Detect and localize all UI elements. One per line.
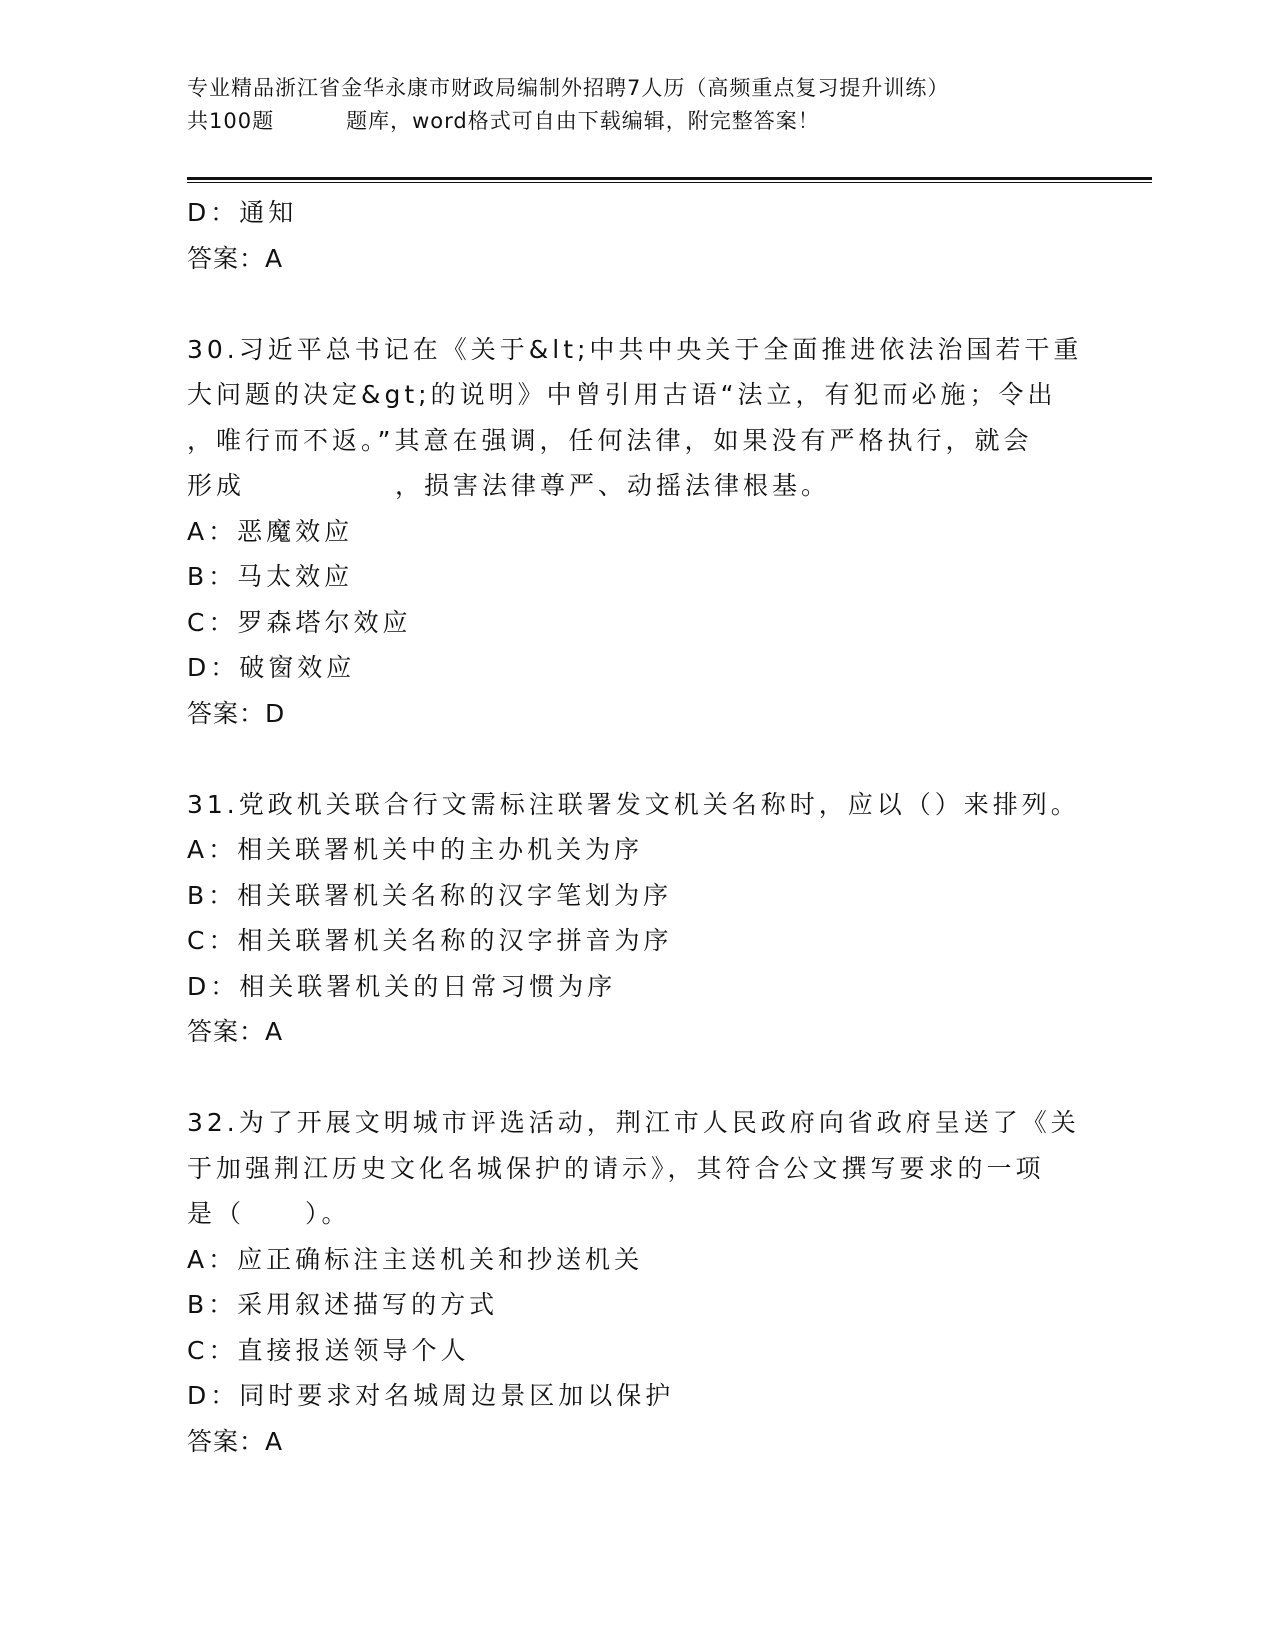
q31-stem: 31.党政机关联合行文需标注联署发文机关名称时，应以（）来排列。 bbox=[187, 789, 1080, 819]
question-31 bbox=[187, 782, 1087, 1055]
question-count: 共100题 bbox=[187, 109, 275, 133]
q30-stem-line-4-left: 形成 bbox=[187, 471, 246, 500]
q30-stem-line-3: ，唯行而不返。”其意在强调，任何法律，如果没有严格执行，就会 bbox=[187, 425, 1033, 455]
q32-stem-line-1: 32.为了开展文明城市评选活动，荆江市人民政府向省政府呈送了《关 bbox=[187, 1108, 1080, 1137]
q32-stem-line-3-left: 是（ bbox=[187, 1199, 246, 1228]
q32-stem-line-2: 于加强荆江历史文化名城保护的请示》，其符合公文撰写要求的一项 bbox=[187, 1153, 1045, 1183]
q30-answer: 答案：D bbox=[187, 698, 286, 728]
q32-option-c: C：直接报送领导个人 bbox=[187, 1335, 470, 1365]
q31-option-d: D：相关联署机关的日常习惯为序 bbox=[187, 971, 617, 1001]
header-title-line: 专业精品浙江省金华永康市财政局编制外招聘7人历（高频重点复习提升训练） bbox=[187, 76, 950, 100]
question-30 bbox=[187, 327, 1087, 737]
header-divider-thick bbox=[187, 177, 1152, 180]
prev-option-d: D：通知 bbox=[187, 198, 298, 227]
q30-stem-line-4 bbox=[187, 463, 1087, 509]
q32-answer: 答案：A bbox=[187, 1426, 284, 1456]
page-header bbox=[187, 72, 1087, 138]
q30-stem-line-1: 30.习近平总书记在《关于&lt;中共中央关于全面推进依法治国若干重 bbox=[187, 334, 1083, 364]
q32-option-d: D：同时要求对名城周边景区加以保护 bbox=[187, 1381, 675, 1410]
q30-option-b: B：马太效应 bbox=[187, 562, 354, 591]
q30-option-d: D：破窗效应 bbox=[187, 653, 356, 682]
q31-option-b: B：相关联署机关名称的汉字笔划为序 bbox=[187, 880, 673, 910]
q32-stem-line-3 bbox=[187, 1191, 1087, 1237]
q30-stem-line-4-right: ，损害法律尊严、动摇法律根基。 bbox=[395, 471, 831, 500]
question-content bbox=[187, 190, 1087, 1464]
prev-answer: 答案：A bbox=[187, 243, 284, 273]
header-subtitle-line bbox=[187, 105, 1087, 138]
q32-stem-line-3-right: ）。 bbox=[305, 1199, 351, 1228]
q32-option-b: B：采用叙述描写的方式 bbox=[187, 1290, 499, 1319]
header-description: 题库，word格式可自由下载编辑，附完整答案！ bbox=[346, 109, 820, 133]
q30-stem-line-2: 大问题的决定&gt;的说明》中曾引用古语“法立，有犯而必施；令出 bbox=[187, 380, 1057, 409]
q30-option-c: C：罗森塔尔效应 bbox=[187, 607, 412, 637]
q32-option-a: A：应正确标注主送机关和抄送机关 bbox=[187, 1244, 644, 1274]
q31-option-c: C：相关联署机关名称的汉字拼音为序 bbox=[187, 926, 673, 955]
q31-option-a: A：相关联署机关中的主办机关为序 bbox=[187, 835, 644, 864]
q30-option-a: A：恶魔效应 bbox=[187, 516, 354, 546]
header-divider-thin bbox=[187, 182, 1152, 183]
question-32 bbox=[187, 1100, 1087, 1464]
q31-answer: 答案：A bbox=[187, 1017, 284, 1046]
